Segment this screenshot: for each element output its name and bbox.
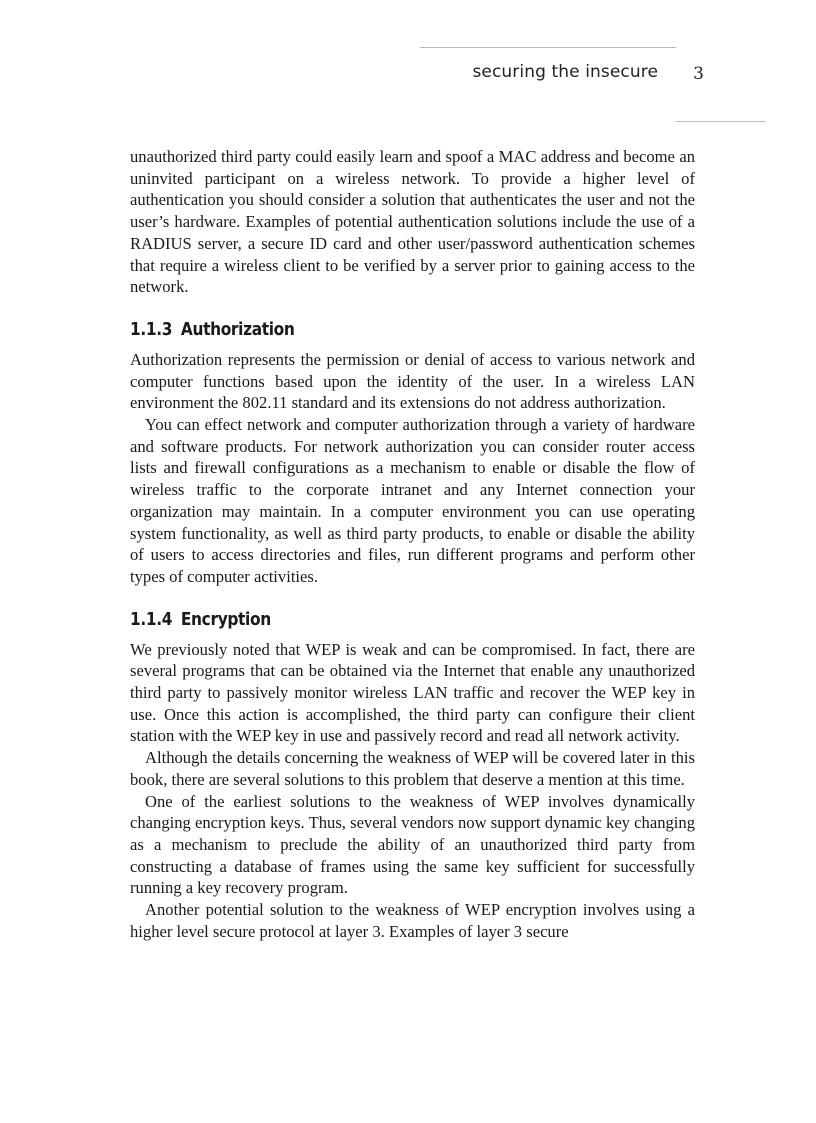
paragraph: Authorization represents the permission or denial of access to various network and computer functions based upon the identity of the user. In a wireless LAN environment the 802.11 standard and its extensions do not address authorization.	[130, 349, 695, 413]
section-heading-encryption	[130, 610, 627, 630]
paragraph: One of the earliest solutions to the weakness of WEP involves dynamically changing encryption keys. Thus, several vendors now support dynamic key changing as a mechanism to preclude the ability of an unauthorized third party from constructing a database of frames using the same key sufficient for successfully running a key recovery program.	[130, 791, 695, 898]
running-header	[420, 60, 710, 88]
header-rule-top	[420, 47, 676, 48]
intro-paragraph: unauthorized third party could easily learn and spoof a MAC address and become an uninvited participant on a wireless network. To provide a higher level of authentication you should consider a solution that authenticates the user and not the user’s hardware. Examples of potential authentication solutions include the use of a RADIUS server, a secure ID card and other user/password authentication schemes that require a wireless client to be verified by a server prior to gaining access to the network.	[130, 147, 695, 297]
paragraph: We previously noted that WEP is weak and can be compromised. In fact, there are several programs that can be obtained via the Internet that enable any unauthorized third party to passively monitor wireless LAN traffic and recover the WEP key in use. Once this action is accomplished, the third party can configure their client station with the WEP key in use and passively record and read all network activity.	[130, 639, 695, 746]
paragraph: Although the details concerning the weakness of WEP will be covered later in this book, there are several solutions to this problem that deserve a mention at this time.	[130, 748, 695, 789]
paragraph: Another potential solution to the weakness of WEP encryption involves using a higher level secure protocol at layer 3. Examples of layer 3 secure	[130, 900, 695, 941]
section-number: 1.1.3	[130, 319, 173, 340]
section-heading-authorization	[130, 320, 627, 340]
section-title: Encryption	[180, 609, 271, 630]
section-title: Authorization	[180, 319, 295, 340]
section-number: 1.1.4	[130, 609, 173, 630]
running-title: securing the insecure	[472, 62, 658, 82]
page-body	[130, 146, 695, 943]
page-number: 3	[693, 64, 704, 84]
header-rule-bottom	[676, 121, 766, 122]
paragraph: You can effect network and computer authorization through a variety of hardware and software products. For network authorization you can consider router access lists and firewall configurations as a mechanism to enable or disable the flow of wireless traffic to the corporate intranet and any Internet connection your organization may maintain. In a computer environment you can use operating system functionality, as well as third party products, to enable or disable the ability of users to access directories and files, run different programs and perform other types of computer activities.	[130, 415, 695, 586]
